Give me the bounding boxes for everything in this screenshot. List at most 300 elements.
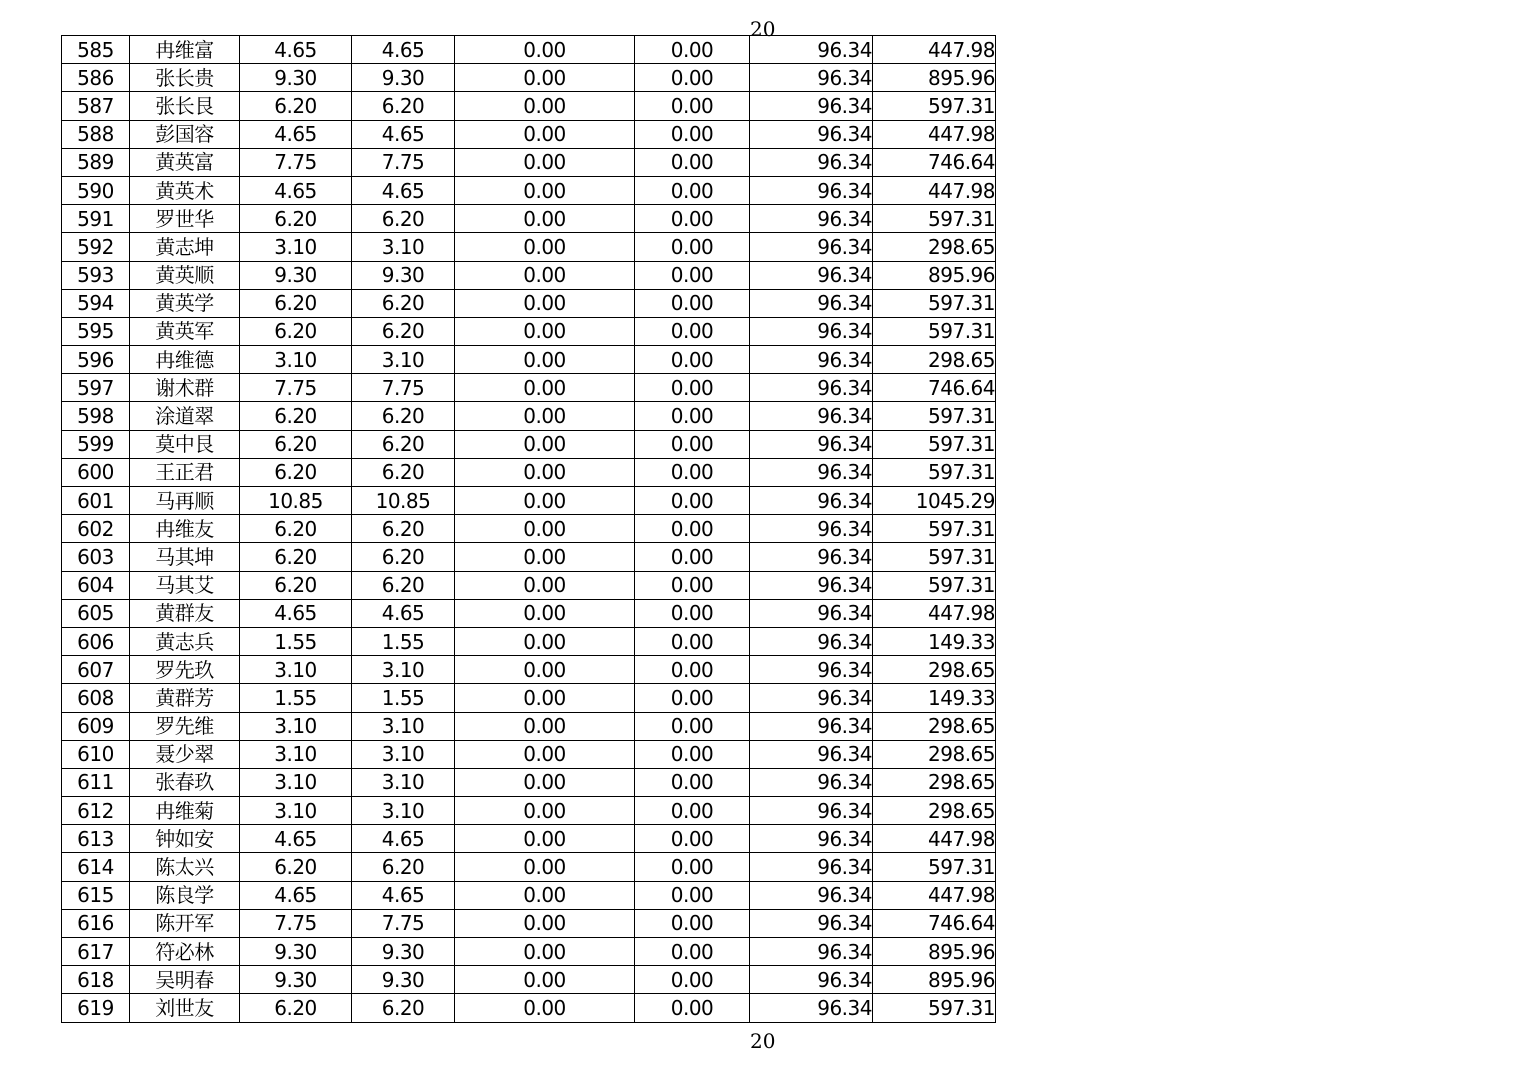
- amount-cell: 447.98: [873, 36, 996, 64]
- table-row: [62, 346, 996, 374]
- row-number-cell: 616: [62, 909, 130, 937]
- amount-cell: 447.98: [873, 599, 996, 627]
- area-cell-1: 1.55: [240, 627, 352, 655]
- amount-cell: 298.65: [873, 656, 996, 684]
- value-cell-1: 0.00: [455, 740, 635, 768]
- name-cell: 马其坤: [130, 543, 240, 571]
- value-cell-1: 0.00: [455, 627, 635, 655]
- row-number-cell: 589: [62, 148, 130, 176]
- value-cell-2: 0.00: [635, 64, 750, 92]
- value-cell-2: 0.00: [635, 712, 750, 740]
- value-cell-1: 0.00: [455, 374, 635, 402]
- page-number-top: 20: [750, 17, 776, 41]
- area-cell-2: 6.20: [352, 289, 455, 317]
- table-row: [62, 289, 996, 317]
- name-cell: 刘世友: [130, 994, 240, 1022]
- area-cell-1: 4.65: [240, 825, 352, 853]
- value-cell-2: 0.00: [635, 402, 750, 430]
- page-number-bottom: 20: [750, 1029, 776, 1053]
- amount-cell: 149.33: [873, 627, 996, 655]
- value-cell-1: 0.00: [455, 317, 635, 345]
- value-cell-1: 0.00: [455, 909, 635, 937]
- table-row: [62, 599, 996, 627]
- rate-cell: 96.34: [750, 853, 873, 881]
- amount-cell: 149.33: [873, 684, 996, 712]
- area-cell-2: 4.65: [352, 36, 455, 64]
- area-cell-2: 6.20: [352, 205, 455, 233]
- name-cell: 莫中艮: [130, 430, 240, 458]
- value-cell-1: 0.00: [455, 797, 635, 825]
- row-number-cell: 588: [62, 120, 130, 148]
- amount-cell: 597.31: [873, 458, 996, 486]
- rate-cell: 96.34: [750, 430, 873, 458]
- table-body: [62, 36, 996, 1023]
- name-cell: 黄英学: [130, 289, 240, 317]
- name-cell: 吴明春: [130, 966, 240, 994]
- rate-cell: 96.34: [750, 825, 873, 853]
- area-cell-1: 6.20: [240, 543, 352, 571]
- row-number-cell: 599: [62, 430, 130, 458]
- value-cell-1: 0.00: [455, 881, 635, 909]
- rate-cell: 96.34: [750, 205, 873, 233]
- table-row: [62, 261, 996, 289]
- value-cell-1: 0.00: [455, 853, 635, 881]
- amount-cell: 895.96: [873, 261, 996, 289]
- area-cell-1: 3.10: [240, 346, 352, 374]
- area-cell-1: 6.20: [240, 853, 352, 881]
- row-number-cell: 601: [62, 487, 130, 515]
- value-cell-1: 0.00: [455, 684, 635, 712]
- name-cell: 王正君: [130, 458, 240, 486]
- area-cell-1: 4.65: [240, 599, 352, 627]
- value-cell-2: 0.00: [635, 853, 750, 881]
- rate-cell: 96.34: [750, 909, 873, 937]
- area-cell-2: 4.65: [352, 881, 455, 909]
- area-cell-1: 4.65: [240, 881, 352, 909]
- row-number-cell: 602: [62, 515, 130, 543]
- area-cell-1: 7.75: [240, 148, 352, 176]
- data-table: [61, 35, 996, 1023]
- rate-cell: 96.34: [750, 458, 873, 486]
- row-number-cell: 615: [62, 881, 130, 909]
- value-cell-1: 0.00: [455, 120, 635, 148]
- area-cell-1: 6.20: [240, 205, 352, 233]
- name-cell: 黄英术: [130, 176, 240, 204]
- area-cell-2: 3.10: [352, 233, 455, 261]
- rate-cell: 96.34: [750, 148, 873, 176]
- table-row: [62, 233, 996, 261]
- table-row: [62, 36, 996, 64]
- area-cell-2: 4.65: [352, 599, 455, 627]
- area-cell-1: 9.30: [240, 64, 352, 92]
- row-number-cell: 611: [62, 768, 130, 796]
- rate-cell: 96.34: [750, 289, 873, 317]
- area-cell-2: 7.75: [352, 909, 455, 937]
- rate-cell: 96.34: [750, 599, 873, 627]
- rate-cell: 96.34: [750, 261, 873, 289]
- value-cell-1: 0.00: [455, 571, 635, 599]
- table-row: [62, 176, 996, 204]
- value-cell-2: 0.00: [635, 92, 750, 120]
- area-cell-2: 3.10: [352, 797, 455, 825]
- value-cell-2: 0.00: [635, 994, 750, 1022]
- amount-cell: 597.31: [873, 289, 996, 317]
- value-cell-2: 0.00: [635, 458, 750, 486]
- row-number-cell: 608: [62, 684, 130, 712]
- value-cell-2: 0.00: [635, 938, 750, 966]
- table-row: [62, 205, 996, 233]
- area-cell-1: 3.10: [240, 233, 352, 261]
- value-cell-2: 0.00: [635, 487, 750, 515]
- area-cell-1: 3.10: [240, 768, 352, 796]
- rate-cell: 96.34: [750, 712, 873, 740]
- amount-cell: 298.65: [873, 712, 996, 740]
- name-cell: 黄英顺: [130, 261, 240, 289]
- amount-cell: 298.65: [873, 797, 996, 825]
- table-row: [62, 768, 996, 796]
- row-number-cell: 600: [62, 458, 130, 486]
- row-number-cell: 613: [62, 825, 130, 853]
- area-cell-1: 6.20: [240, 430, 352, 458]
- value-cell-1: 0.00: [455, 92, 635, 120]
- area-cell-1: 3.10: [240, 740, 352, 768]
- row-number-cell: 618: [62, 966, 130, 994]
- rate-cell: 96.34: [750, 543, 873, 571]
- row-number-cell: 593: [62, 261, 130, 289]
- rate-cell: 96.34: [750, 64, 873, 92]
- value-cell-1: 0.00: [455, 966, 635, 994]
- rate-cell: 96.34: [750, 374, 873, 402]
- name-cell: 冉维友: [130, 515, 240, 543]
- name-cell: 黄群友: [130, 599, 240, 627]
- name-cell: 冉维富: [130, 36, 240, 64]
- amount-cell: 298.65: [873, 346, 996, 374]
- area-cell-1: 7.75: [240, 374, 352, 402]
- rate-cell: 96.34: [750, 938, 873, 966]
- value-cell-1: 0.00: [455, 233, 635, 261]
- name-cell: 陈太兴: [130, 853, 240, 881]
- value-cell-2: 0.00: [635, 825, 750, 853]
- table-row: [62, 909, 996, 937]
- area-cell-2: 6.20: [352, 543, 455, 571]
- value-cell-1: 0.00: [455, 261, 635, 289]
- area-cell-2: 3.10: [352, 740, 455, 768]
- rate-cell: 96.34: [750, 768, 873, 796]
- amount-cell: 597.31: [873, 402, 996, 430]
- row-number-cell: 603: [62, 543, 130, 571]
- table-row: [62, 740, 996, 768]
- amount-cell: 298.65: [873, 233, 996, 261]
- table-row: [62, 627, 996, 655]
- value-cell-1: 0.00: [455, 402, 635, 430]
- table-row: [62, 515, 996, 543]
- value-cell-1: 0.00: [455, 36, 635, 64]
- row-number-cell: 605: [62, 599, 130, 627]
- value-cell-2: 0.00: [635, 233, 750, 261]
- area-cell-1: 4.65: [240, 36, 352, 64]
- value-cell-2: 0.00: [635, 148, 750, 176]
- rate-cell: 96.34: [750, 994, 873, 1022]
- amount-cell: 447.98: [873, 176, 996, 204]
- area-cell-1: 6.20: [240, 402, 352, 430]
- value-cell-1: 0.00: [455, 64, 635, 92]
- value-cell-2: 0.00: [635, 909, 750, 937]
- amount-cell: 597.31: [873, 205, 996, 233]
- area-cell-2: 6.20: [352, 317, 455, 345]
- table-row: [62, 458, 996, 486]
- area-cell-2: 6.20: [352, 571, 455, 599]
- value-cell-2: 0.00: [635, 515, 750, 543]
- area-cell-1: 9.30: [240, 966, 352, 994]
- rate-cell: 96.34: [750, 797, 873, 825]
- value-cell-2: 0.00: [635, 881, 750, 909]
- area-cell-2: 3.10: [352, 712, 455, 740]
- table-row: [62, 374, 996, 402]
- area-cell-1: 3.10: [240, 656, 352, 684]
- table-row: [62, 881, 996, 909]
- row-number-cell: 591: [62, 205, 130, 233]
- row-number-cell: 619: [62, 994, 130, 1022]
- area-cell-2: 6.20: [352, 515, 455, 543]
- rate-cell: 96.34: [750, 176, 873, 204]
- area-cell-2: 7.75: [352, 148, 455, 176]
- value-cell-2: 0.00: [635, 289, 750, 317]
- value-cell-1: 0.00: [455, 543, 635, 571]
- value-cell-1: 0.00: [455, 994, 635, 1022]
- area-cell-2: 3.10: [352, 656, 455, 684]
- name-cell: 马再顺: [130, 487, 240, 515]
- amount-cell: 895.96: [873, 64, 996, 92]
- area-cell-1: 10.85: [240, 487, 352, 515]
- name-cell: 罗先玖: [130, 656, 240, 684]
- name-cell: 罗先维: [130, 712, 240, 740]
- area-cell-2: 3.10: [352, 768, 455, 796]
- value-cell-1: 0.00: [455, 712, 635, 740]
- amount-cell: 746.64: [873, 909, 996, 937]
- area-cell-1: 6.20: [240, 92, 352, 120]
- area-cell-1: 6.20: [240, 458, 352, 486]
- area-cell-2: 6.20: [352, 430, 455, 458]
- table-row: [62, 543, 996, 571]
- area-cell-1: 1.55: [240, 684, 352, 712]
- value-cell-2: 0.00: [635, 261, 750, 289]
- name-cell: 钟如安: [130, 825, 240, 853]
- rate-cell: 96.34: [750, 402, 873, 430]
- value-cell-2: 0.00: [635, 317, 750, 345]
- row-number-cell: 587: [62, 92, 130, 120]
- value-cell-1: 0.00: [455, 346, 635, 374]
- name-cell: 陈开军: [130, 909, 240, 937]
- name-cell: 张春玖: [130, 768, 240, 796]
- name-cell: 符必林: [130, 938, 240, 966]
- area-cell-1: 9.30: [240, 938, 352, 966]
- row-number-cell: 617: [62, 938, 130, 966]
- area-cell-1: 4.65: [240, 176, 352, 204]
- area-cell-2: 9.30: [352, 938, 455, 966]
- area-cell-1: 6.20: [240, 571, 352, 599]
- value-cell-2: 0.00: [635, 599, 750, 627]
- value-cell-1: 0.00: [455, 599, 635, 627]
- area-cell-2: 6.20: [352, 994, 455, 1022]
- value-cell-2: 0.00: [635, 346, 750, 374]
- value-cell-1: 0.00: [455, 938, 635, 966]
- table-row: [62, 317, 996, 345]
- name-cell: 罗世华: [130, 205, 240, 233]
- rate-cell: 96.34: [750, 656, 873, 684]
- rate-cell: 96.34: [750, 571, 873, 599]
- amount-cell: 895.96: [873, 938, 996, 966]
- value-cell-2: 0.00: [635, 205, 750, 233]
- name-cell: 马其艾: [130, 571, 240, 599]
- name-cell: 聂少翠: [130, 740, 240, 768]
- name-cell: 黄志兵: [130, 627, 240, 655]
- value-cell-2: 0.00: [635, 740, 750, 768]
- area-cell-1: 4.65: [240, 120, 352, 148]
- value-cell-2: 0.00: [635, 120, 750, 148]
- rate-cell: 96.34: [750, 346, 873, 374]
- row-number-cell: 609: [62, 712, 130, 740]
- value-cell-2: 0.00: [635, 571, 750, 599]
- value-cell-2: 0.00: [635, 36, 750, 64]
- area-cell-2: 4.65: [352, 825, 455, 853]
- amount-cell: 597.31: [873, 571, 996, 599]
- value-cell-1: 0.00: [455, 825, 635, 853]
- amount-cell: 1045.29: [873, 487, 996, 515]
- rate-cell: 96.34: [750, 627, 873, 655]
- area-cell-2: 7.75: [352, 374, 455, 402]
- value-cell-2: 0.00: [635, 374, 750, 402]
- table-row: [62, 64, 996, 92]
- name-cell: 冉维德: [130, 346, 240, 374]
- name-cell: 黄英富: [130, 148, 240, 176]
- area-cell-2: 6.20: [352, 92, 455, 120]
- value-cell-1: 0.00: [455, 656, 635, 684]
- row-number-cell: 585: [62, 36, 130, 64]
- table-row: [62, 402, 996, 430]
- table-row: [62, 938, 996, 966]
- amount-cell: 895.96: [873, 966, 996, 994]
- row-number-cell: 594: [62, 289, 130, 317]
- amount-cell: 597.31: [873, 317, 996, 345]
- row-number-cell: 595: [62, 317, 130, 345]
- amount-cell: 746.64: [873, 148, 996, 176]
- row-number-cell: 607: [62, 656, 130, 684]
- area-cell-1: 6.20: [240, 289, 352, 317]
- area-cell-2: 1.55: [352, 627, 455, 655]
- name-cell: 黄志坤: [130, 233, 240, 261]
- amount-cell: 298.65: [873, 768, 996, 796]
- value-cell-2: 0.00: [635, 430, 750, 458]
- value-cell-1: 0.00: [455, 289, 635, 317]
- rate-cell: 96.34: [750, 233, 873, 261]
- table-row: [62, 966, 996, 994]
- area-cell-1: 9.30: [240, 261, 352, 289]
- value-cell-1: 0.00: [455, 205, 635, 233]
- row-number-cell: 614: [62, 853, 130, 881]
- value-cell-2: 0.00: [635, 543, 750, 571]
- amount-cell: 447.98: [873, 120, 996, 148]
- value-cell-2: 0.00: [635, 627, 750, 655]
- value-cell-2: 0.00: [635, 768, 750, 796]
- row-number-cell: 598: [62, 402, 130, 430]
- rate-cell: 96.34: [750, 487, 873, 515]
- name-cell: 张长贵: [130, 64, 240, 92]
- table-row: [62, 797, 996, 825]
- name-cell: 彭国容: [130, 120, 240, 148]
- rate-cell: 96.34: [750, 317, 873, 345]
- row-number-cell: 590: [62, 176, 130, 204]
- value-cell-2: 0.00: [635, 684, 750, 712]
- amount-cell: 597.31: [873, 994, 996, 1022]
- table-row: [62, 120, 996, 148]
- table-row: [62, 571, 996, 599]
- name-cell: 谢术群: [130, 374, 240, 402]
- name-cell: 涂道翠: [130, 402, 240, 430]
- area-cell-2: 6.20: [352, 458, 455, 486]
- rate-cell: 96.34: [750, 92, 873, 120]
- area-cell-2: 4.65: [352, 176, 455, 204]
- table-row: [62, 684, 996, 712]
- area-cell-1: 6.20: [240, 317, 352, 345]
- table-row: [62, 825, 996, 853]
- area-cell-1: 3.10: [240, 712, 352, 740]
- area-cell-2: 4.65: [352, 120, 455, 148]
- table-row: [62, 656, 996, 684]
- amount-cell: 298.65: [873, 740, 996, 768]
- rate-cell: 96.34: [750, 515, 873, 543]
- name-cell: 黄英军: [130, 317, 240, 345]
- table-row: [62, 430, 996, 458]
- value-cell-1: 0.00: [455, 148, 635, 176]
- row-number-cell: 610: [62, 740, 130, 768]
- amount-cell: 447.98: [873, 825, 996, 853]
- table-row: [62, 994, 996, 1022]
- value-cell-1: 0.00: [455, 458, 635, 486]
- area-cell-2: 3.10: [352, 346, 455, 374]
- name-cell: 陈良学: [130, 881, 240, 909]
- name-cell: 黄群芳: [130, 684, 240, 712]
- rate-cell: 96.34: [750, 966, 873, 994]
- rate-cell: 96.34: [750, 36, 873, 64]
- area-cell-1: 6.20: [240, 994, 352, 1022]
- rate-cell: 96.34: [750, 881, 873, 909]
- table-row: [62, 487, 996, 515]
- value-cell-2: 0.00: [635, 797, 750, 825]
- row-number-cell: 604: [62, 571, 130, 599]
- table-row: [62, 92, 996, 120]
- row-number-cell: 586: [62, 64, 130, 92]
- value-cell-2: 0.00: [635, 176, 750, 204]
- area-cell-2: 9.30: [352, 261, 455, 289]
- value-cell-1: 0.00: [455, 515, 635, 543]
- row-number-cell: 597: [62, 374, 130, 402]
- area-cell-2: 1.55: [352, 684, 455, 712]
- amount-cell: 447.98: [873, 881, 996, 909]
- area-cell-2: 9.30: [352, 64, 455, 92]
- amount-cell: 746.64: [873, 374, 996, 402]
- value-cell-1: 0.00: [455, 176, 635, 204]
- value-cell-2: 0.00: [635, 656, 750, 684]
- area-cell-2: 6.20: [352, 402, 455, 430]
- rate-cell: 96.34: [750, 120, 873, 148]
- value-cell-1: 0.00: [455, 768, 635, 796]
- area-cell-2: 6.20: [352, 853, 455, 881]
- row-number-cell: 606: [62, 627, 130, 655]
- value-cell-1: 0.00: [455, 430, 635, 458]
- amount-cell: 597.31: [873, 92, 996, 120]
- area-cell-1: 7.75: [240, 909, 352, 937]
- amount-cell: 597.31: [873, 853, 996, 881]
